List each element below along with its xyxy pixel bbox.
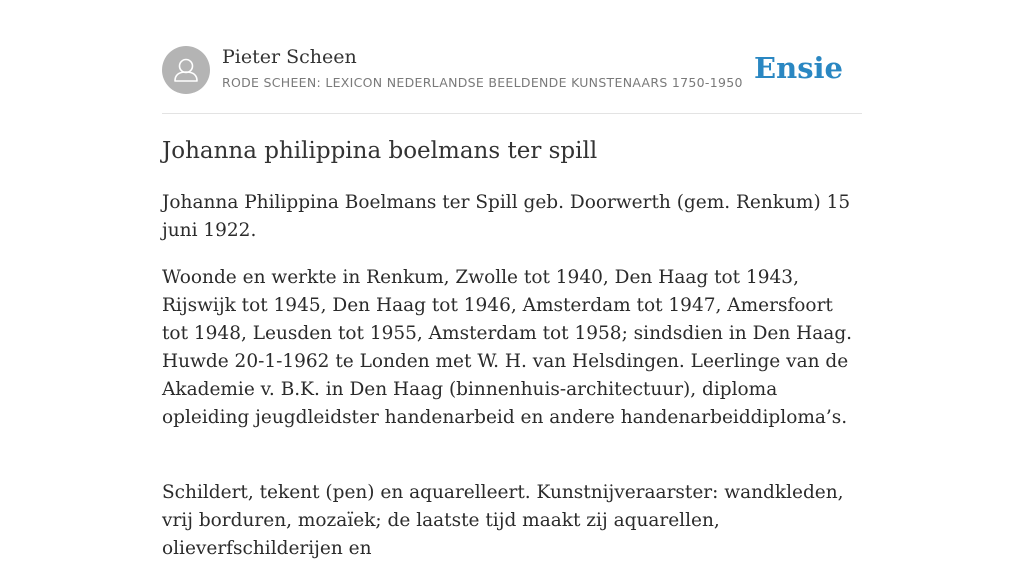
author-name[interactable]: Pieter Scheen [222, 46, 357, 68]
user-silhouette-icon [162, 46, 210, 94]
paragraph-spacer [162, 451, 862, 479]
paragraph-work: Schildert, tekent (pen) en aquarelleert. Kunstnijveraarster: wandkleden, vrij borduren, mozaïek; de laatste tijd maakt zij aquarellen, olieverfschilderijen en [162, 482, 844, 559]
paragraph-birth: Johanna Philippina Boelmans ter Spill geb. Doorwerth (gem. Renkum) 15 juni 1922. [162, 192, 851, 241]
paragraph-biography: Woonde en werkte in Renkum, Zwolle tot 1940, Den Haag tot 1943, Rijswijk tot 1945, Den Haag tot 1946, Amsterdam tot 1947, Amersfoort tot 1948, Leusden tot 1955, Amsterdam tot 1958; sindsdien in Den Haag. Huwde 20-1-1962 te Londen met W. H. van Helsdingen. Leerlinge van de Akademie v. B.K. in Den Haag (binnenhuis-architectuur), diploma opleiding jeugdleidster handenarbeid en andere handenarbeiddiploma’s. [162, 267, 853, 428]
avatar[interactable] [162, 46, 210, 94]
source-label: RODE SCHEEN: LEXICON NEDERLANDSE BEELDENDE KUNSTENAARS 1750-1950 [222, 75, 743, 90]
article-body [162, 189, 862, 582]
ensie-logo[interactable]: Ensie [754, 51, 843, 85]
page-title: Johanna philippina boelmans ter spill [162, 138, 598, 164]
author-header [162, 46, 862, 96]
header-divider [162, 113, 862, 114]
